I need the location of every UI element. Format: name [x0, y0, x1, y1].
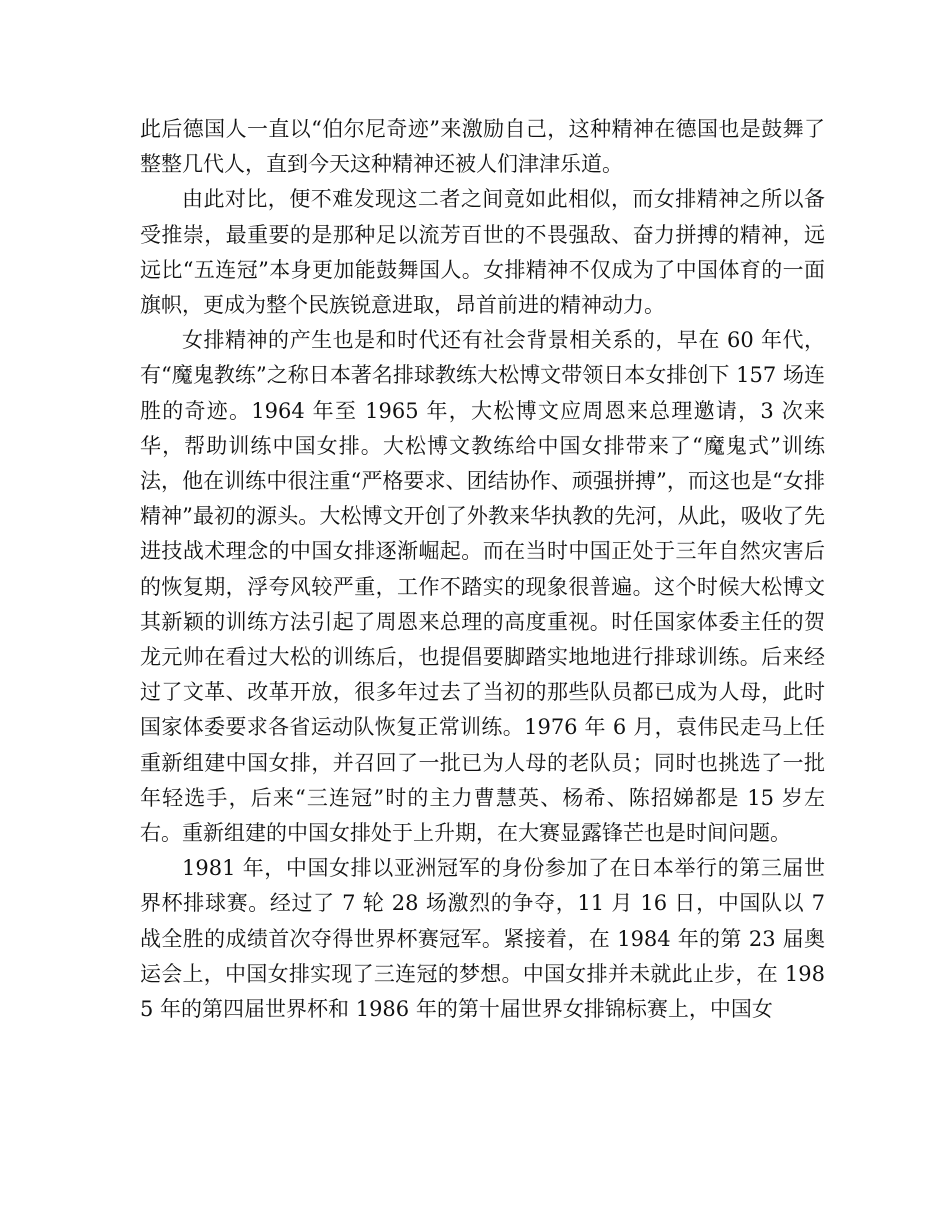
paragraph-3: 女排精神的产生也是和时代还有社会背景相关系的，早在 60 年代，有“魔鬼教练”之称日本著名排球教练大松博文带领日本女排创下 157 场连胜的奇迹。1964 年至 1965 年，大松博文应周恩来总理邀请，3 次来华，帮助训练中国女排。大松博文教练给中国女排带来了“魔鬼式”训练法，他在训练中很注重“严格要求、团结协作、顽强拼搏”，而这也是“女排精神”最初的源头。大松博文开创了外教来华执教的先河，从此，吸收了先进技战术理念的中国女排逐渐崛起。而在当时中国正处于三年自然灾害后的恢复期，浮夸风较严重，工作不踏实的现象很普遍。这个时候大松博文其新颖的训练方法引起了周恩来总理的高度重视。时任国家体委主任的贺龙元帅在看过大松的训练后，也提倡要脚踏实地地进行排球训练。后来经过了文革、改革开放，很多年过去了当初的那些队员都已成为人母，此时国家体委要求各省运动队恢复正常训练。1976 年 6 月，袁伟民走马上任重新组建中国女排，并召回了一批已为人母的老队员；同时也挑选了一批年轻选手，后来“三连冠”时的主力曹慧英、杨希、陈招娣都是 15 岁左右。重新组建的中国女排处于上升期，在大赛显露锋芒也是时间问题。 — [140, 328, 825, 846]
paragraph-4: 1981 年，中国女排以亚洲冠军的身份参加了在日本举行的第三届世界杯排球赛。经过了 7 轮 28 场激烈的争夺，11 月 16 日，中国队以 7 战全胜的成绩首次夺得世界杯赛冠军。紧接着，在 1984 年的第 23 届奥运会上，中国女排实现了三连冠的梦想。中国女排并未就此止步，在 1985 年的第四届世界杯和 1986 年的第十届世界女排锦标赛上，中国女 — [140, 856, 825, 1022]
paragraph-2: 由此对比，便不难发现这二者之间竟如此相似，而女排精神之所以备受推崇，最重要的是那种足以流芳百世的不畏强敌、奋力拼搏的精神，远远比“五连冠”本身更加能鼓舞国人。女排精神不仅成为了中国体育的一面旗帜，更成为整个民族锐意进取，昂首前进的精神动力。 — [140, 187, 825, 318]
document-body — [140, 112, 825, 1027]
paragraph-1: 此后德国人一直以“伯尔尼奇迹”来激励自己，这种精神在德国也是鼓舞了整整几代人，直到今天这种精神还被人们津津乐道。 — [140, 117, 825, 177]
